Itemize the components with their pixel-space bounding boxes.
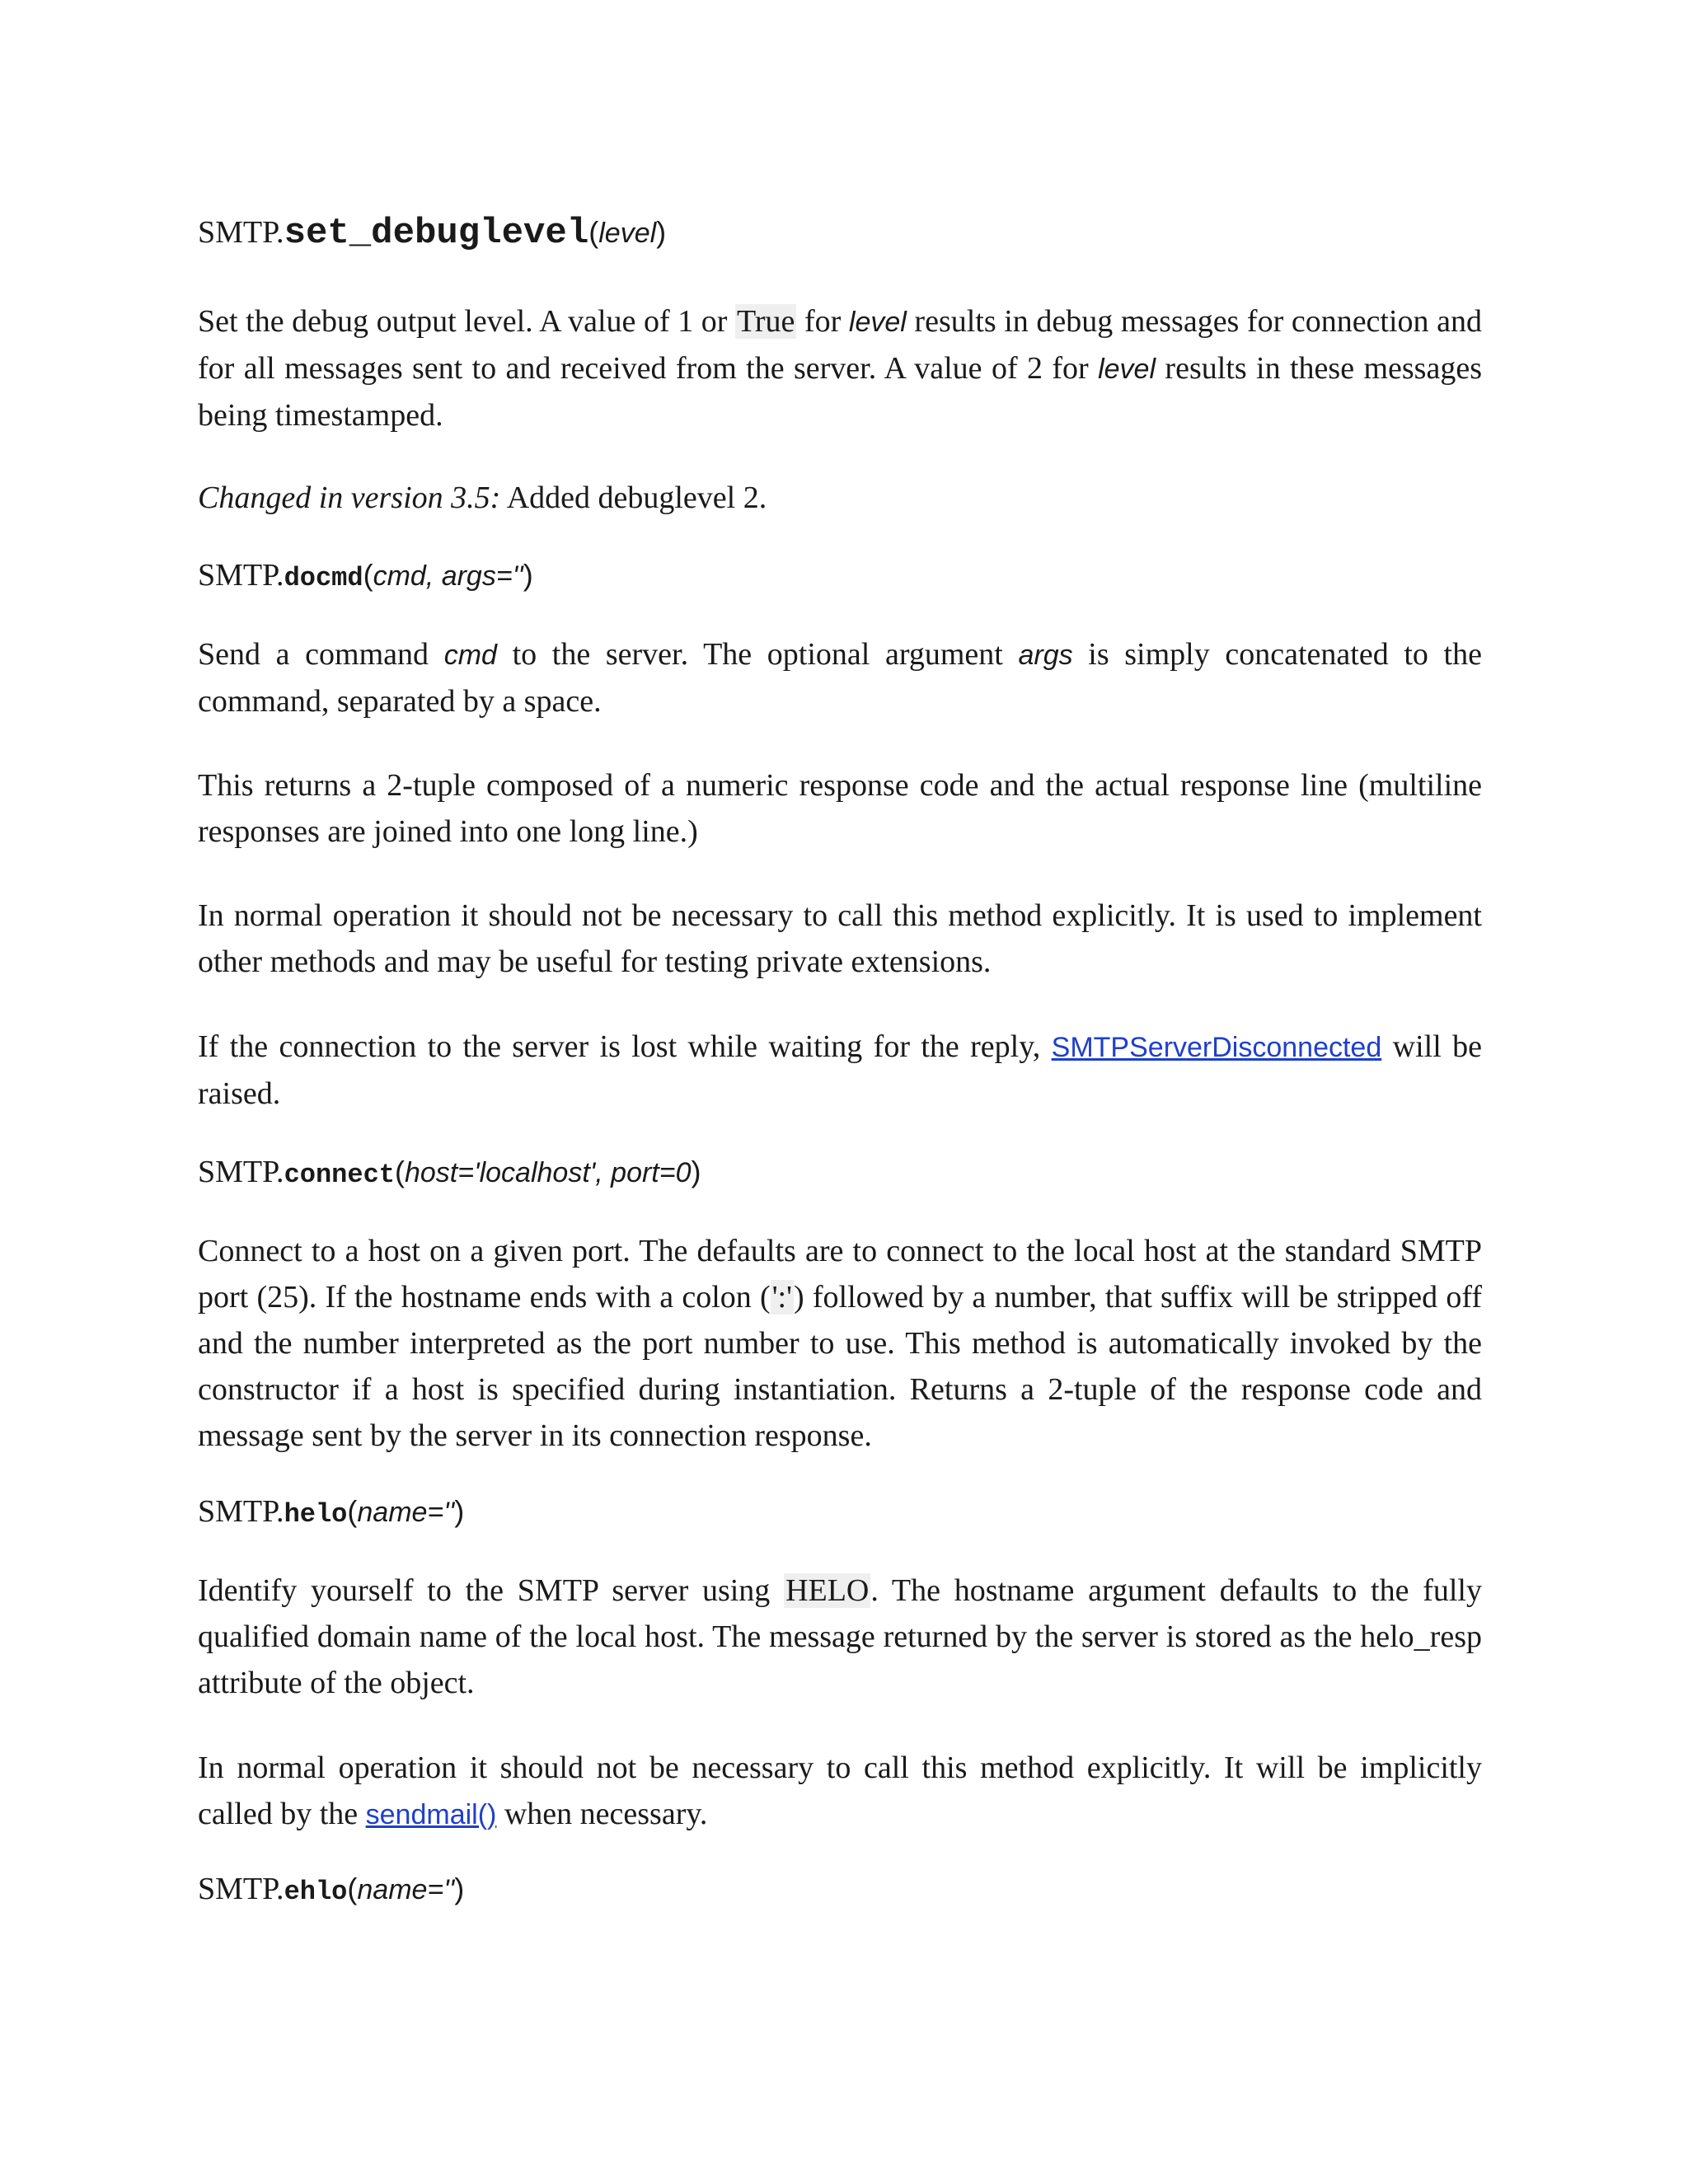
docmd-return-description: This returns a 2-tuple composed of a numeric response code and the actual response line (multiline responses are joined into one long line.) [198, 768, 1482, 849]
helo-description [198, 1568, 1482, 1706]
docmd-description [198, 631, 1482, 724]
method-signature-connect [198, 1152, 701, 1195]
method-signature-set-debuglevel [198, 213, 666, 253]
method-params: host='localhost', port=0 [404, 1157, 692, 1188]
text-run: Set the debug output level. A value of 1 or [198, 304, 736, 339]
sendmail-link[interactable]: sendmail() [365, 1799, 497, 1830]
text-run: In normal operation it should not be necessary to call this method explicitly. It will be implicitly called by the [198, 1750, 1482, 1831]
text-run: to the server. The optional argument [496, 637, 1019, 672]
close-paren: ) [454, 1872, 465, 1905]
method-name: connect [284, 1160, 395, 1190]
text-run: If the connection to the server is lost while waiting for the reply, [198, 1029, 1052, 1064]
close-paren: ) [691, 1155, 701, 1188]
method-name: docmd [284, 563, 363, 593]
set-debuglevel-description [198, 298, 1482, 438]
inline-code-colon: ':' [771, 1280, 792, 1315]
text-run: results in debug messages for connection and for all messages sent to and received from the server. A value of 2 for [198, 304, 1482, 386]
class-prefix: SMTP. [198, 215, 284, 250]
open-paren: ( [588, 215, 599, 249]
class-prefix: SMTP. [198, 1872, 284, 1906]
arg-level: level [848, 307, 907, 338]
text-run: results in these messages being timestamped. [198, 351, 1482, 433]
text-run: Send a command [198, 637, 444, 672]
method-signature-helo [198, 1492, 464, 1535]
inline-code-true: True [737, 304, 795, 339]
close-paren: ) [523, 558, 533, 592]
version-changed-label: Changed in version 3.5: [198, 480, 501, 515]
smtp-server-disconnected-link[interactable]: SMTPServerDisconnected [1051, 1032, 1382, 1063]
text-run: when necessary. [496, 1797, 708, 1831]
open-paren: ( [347, 1872, 358, 1905]
text-run: Identify yourself to the SMTP server using [198, 1573, 785, 1608]
helo-usage-note [198, 1745, 1482, 1838]
arg-level: level [1098, 354, 1156, 385]
open-paren: ( [394, 1155, 405, 1188]
method-params: cmd, args='' [373, 560, 523, 592]
class-prefix: SMTP. [198, 1494, 284, 1529]
version-changed-note [198, 475, 1482, 521]
text-run: will be raised. [198, 1029, 1482, 1111]
method-signature-docmd [198, 555, 533, 598]
method-params: name='' [357, 1497, 455, 1528]
inline-code-helo: HELO [785, 1573, 870, 1608]
open-paren: ( [347, 1494, 358, 1528]
class-prefix: SMTP. [198, 558, 284, 593]
text-run: ) followed by a number, that suffix will be stripped off and the number interpreted as the port number to use. This method is automatically invoked by the constructor if a host is specified during instantiation. Returns a 2-tuple of the response code and message sent by the server in its connection response. [198, 1280, 1482, 1453]
connect-description [198, 1228, 1482, 1459]
method-params: name='' [357, 1874, 455, 1905]
method-params: level [598, 218, 657, 249]
arg-cmd: cmd [443, 640, 497, 671]
version-changed-text: Added debuglevel 2. [500, 480, 767, 515]
open-paren: ( [363, 558, 373, 592]
method-signature-ehlo [198, 1869, 464, 1912]
text-run: . The hostname argument defaults to the fully qualified domain name of the local host. The message returned by the server is stored as the helo_resp attribute of the object. [198, 1573, 1482, 1700]
arg-args: args [1018, 640, 1073, 671]
text-run: Connect to a host on a given port. The defaults are to connect to the local host at the standard SMTP port (25). If the hostname ends with a colon ( [198, 1234, 1482, 1315]
class-prefix: SMTP. [198, 1155, 284, 1189]
method-name: set_debuglevel [284, 213, 589, 254]
docmd-usage-note: In normal operation it should not be necessary to call this method explicitly. It is used to implement other methods and may be useful for testing private extensions. [198, 898, 1482, 979]
close-paren: ) [454, 1494, 465, 1528]
docmd-disconnect-note [198, 1024, 1482, 1117]
method-name: ehlo [284, 1877, 348, 1907]
text-run: for [796, 304, 849, 339]
method-name: helo [284, 1499, 348, 1530]
text-run: is simply concatenated to the command, separated by a space. [198, 637, 1482, 719]
close-paren: ) [656, 215, 667, 249]
